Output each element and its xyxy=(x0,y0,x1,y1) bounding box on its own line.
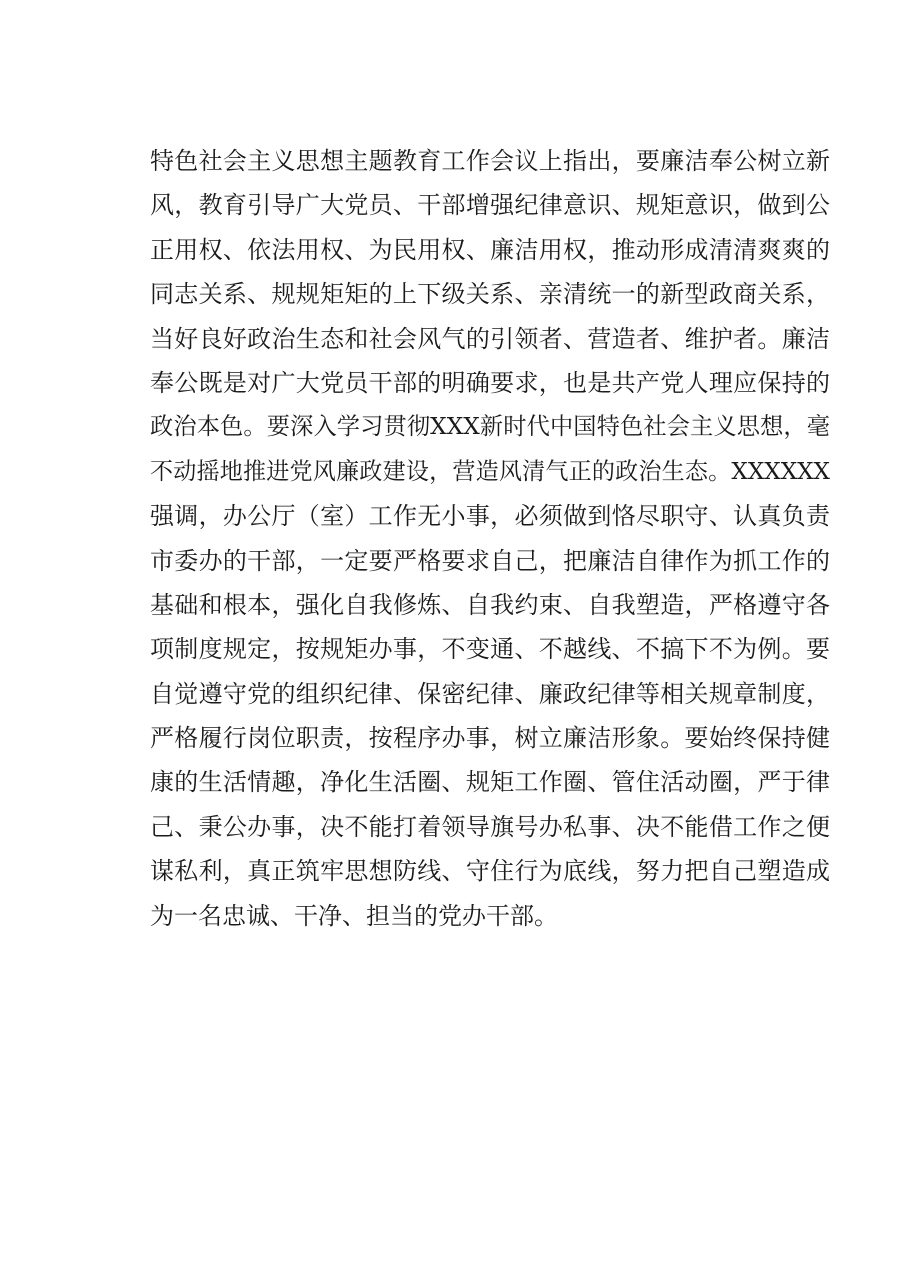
text-line: 正用权、依法用权、为民用权、廉洁用权，推动形成清清爽爽的 xyxy=(150,235,830,264)
text-line: 项制度规定，按规矩办事，不变通、不越线、不搞下不为例。要 xyxy=(150,635,830,664)
text-line: 严格履行岗位职责，按程序办事，树立廉洁形象。要始终保持健 xyxy=(150,724,830,753)
text-line: 奉公既是对广大党员干部的明确要求，也是共产党人理应保持的 xyxy=(150,368,830,397)
text-line: 同志关系、规规矩矩的上下级关系、亲清统一的新型政商关系， xyxy=(150,280,830,309)
text-line: 不动摇地推进党风廉政建设，营造风清气正的政治生态。XXXXXX xyxy=(150,458,830,485)
text-line: 政治本色。要深入学习贯彻XXX新时代中国特色社会主义思想，毫 xyxy=(150,413,830,441)
text-line: 风，教育引导广大党员、干部增强纪律意识、规矩意识，做到公 xyxy=(150,191,830,220)
text-line: 为一名忠诚、干净、担当的党办干部。 xyxy=(150,901,558,930)
text-line: 谋私利，真正筑牢思想防线、守住行为底线，努力把自己塑造成 xyxy=(150,857,830,886)
body-paragraph xyxy=(150,139,830,938)
text-line: 市委办的干部，一定要严格要求自己，把廉洁自律作为抓工作的 xyxy=(150,546,830,575)
text-line: 强调，办公厅（室）工作无小事，必须做到恪尽职守、认真负责 xyxy=(150,502,830,531)
text-line: 己、秉公办事，决不能打着领导旗号办私事、决不能借工作之便 xyxy=(150,812,830,841)
text-line: 自觉遵守党的组织纪律、保密纪律、廉政纪律等相关规章制度， xyxy=(150,679,830,708)
text-line: 特色社会主义思想主题教育工作会议上指出，要廉洁奉公树立新 xyxy=(150,147,830,175)
text-line: 基础和根本，强化自我修炼、自我约束、自我塑造，严格遵守各 xyxy=(150,590,830,619)
text-line: 当好良好政治生态和社会风气的引领者、营造者、维护者。廉洁 xyxy=(150,324,830,353)
text-line: 康的生活情趣，净化生活圈、规矩工作圈、管住活动圈，严于律 xyxy=(150,768,830,797)
